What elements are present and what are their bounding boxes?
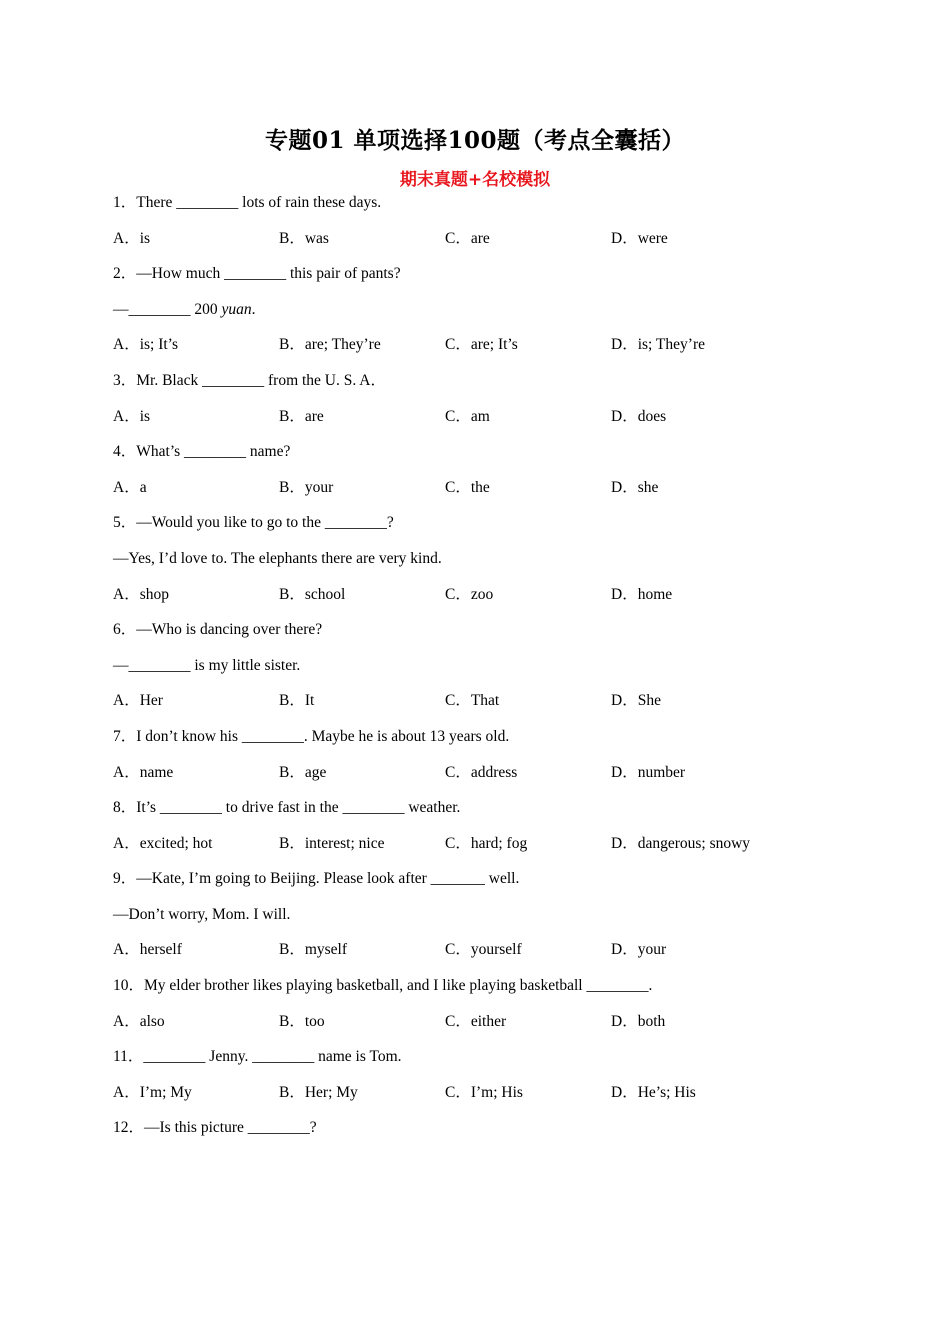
option-row <box>113 332 833 368</box>
option-a: A．a <box>113 478 147 496</box>
reply-text: —________ 200 <box>113 300 222 318</box>
option-b: B．age <box>279 763 327 781</box>
option-d: D．she <box>611 478 659 496</box>
option-row <box>113 226 833 262</box>
page-title: 专题01 单项选择100题（考点全囊括） <box>264 127 686 154</box>
option-row <box>113 1009 833 1045</box>
option-c: C．address <box>445 763 518 781</box>
option-c: C．zoo <box>445 585 494 603</box>
question-stem: 12．—Is this picture ________? <box>113 1119 317 1137</box>
option-row <box>113 404 833 440</box>
option-row <box>113 1080 833 1116</box>
reply-italic-text: yuan <box>221 300 252 318</box>
option-a: A．is; It’s <box>113 336 179 354</box>
option-a: A．shop <box>113 585 169 603</box>
question-reply: —Yes, I’d love to. The elephants there are very kind. <box>113 549 442 567</box>
question-reply: —Don’t worry, Mom. I will. <box>113 905 291 923</box>
option-row <box>113 937 833 973</box>
question-stem: 5．—Would you like to go to the ________? <box>113 514 394 532</box>
question-stem: 8．It’s ________ to drive fast in the ________ weather. <box>113 799 461 817</box>
option-a: A．is <box>113 407 151 425</box>
option-a: A．also <box>113 1012 165 1030</box>
question-stem: 11．________ Jenny. ________ name is Tom. <box>113 1048 402 1066</box>
option-b: B．was <box>279 229 329 247</box>
option-a: A．herself <box>113 941 182 959</box>
question-stem: 1．There ________ lots of rain these days. <box>113 194 382 211</box>
option-row <box>113 475 833 511</box>
option-b: B．are <box>279 407 324 425</box>
option-row <box>113 582 833 618</box>
question-reply: —________ is my little sister. <box>113 656 301 674</box>
question-list <box>113 190 833 1151</box>
reply-end: . <box>251 300 256 318</box>
option-b: B．too <box>279 1012 325 1030</box>
option-d: D．does <box>611 407 667 425</box>
option-d: D．He’s; His <box>611 1083 696 1101</box>
option-a: A．name <box>113 763 174 781</box>
option-d: D．home <box>611 585 673 603</box>
option-c: C．yourself <box>445 941 522 959</box>
question-stem: 6．—Who is dancing over there? <box>113 621 323 639</box>
option-d: D．were <box>611 229 668 247</box>
option-d: D．is; They’re <box>611 336 705 354</box>
option-b: B．It <box>279 692 315 710</box>
option-a: A．I’m; My <box>113 1083 192 1101</box>
option-b: B．are; They’re <box>279 336 381 354</box>
option-c: C．am <box>445 407 490 425</box>
option-b: B．Her; My <box>279 1083 358 1101</box>
option-d: D．number <box>611 763 686 781</box>
option-d: D．both <box>611 1012 666 1030</box>
option-c: C．I’m; His <box>445 1083 523 1101</box>
option-c: C．hard; fog <box>445 834 528 852</box>
page-subtitle: 期末真题+名校模拟 <box>399 170 551 190</box>
option-a: A．excited; hot <box>113 834 213 852</box>
option-c: C．are; It’s <box>445 336 518 354</box>
question-stem: 2．—How much ________ this pair of pants? <box>113 265 401 283</box>
option-b: B．myself <box>279 941 348 959</box>
option-row <box>113 688 833 724</box>
option-d: D．She <box>611 692 661 710</box>
option-a: A．Her <box>113 692 163 710</box>
option-c: C．That <box>445 692 500 710</box>
option-a: A．is <box>113 229 151 247</box>
question-stem: 9．—Kate, I’m going to Beijing. Please look after _______ well. <box>113 870 520 888</box>
option-d: D．dangerous; snowy <box>611 834 751 852</box>
option-c: C．the <box>445 478 490 496</box>
question-stem: 3．Mr. Black ________ from the U. S. A． <box>113 371 386 389</box>
question-stem: 10．My elder brother likes playing basketball, and I like playing basketball ________. <box>113 977 653 995</box>
option-b: B．your <box>279 478 334 496</box>
option-row <box>113 760 833 796</box>
option-b: B．interest; nice <box>279 834 385 852</box>
question-stem: 4．What’s ________ name? <box>113 443 291 461</box>
option-c: C．either <box>445 1012 507 1030</box>
option-d: D．your <box>611 941 667 959</box>
option-b: B．school <box>279 585 346 603</box>
question-reply <box>113 297 833 333</box>
option-row <box>113 831 833 867</box>
question-stem: 7．I don’t know his ________. Maybe he is about 13 years old. <box>113 727 510 745</box>
option-c: C．are <box>445 229 490 247</box>
